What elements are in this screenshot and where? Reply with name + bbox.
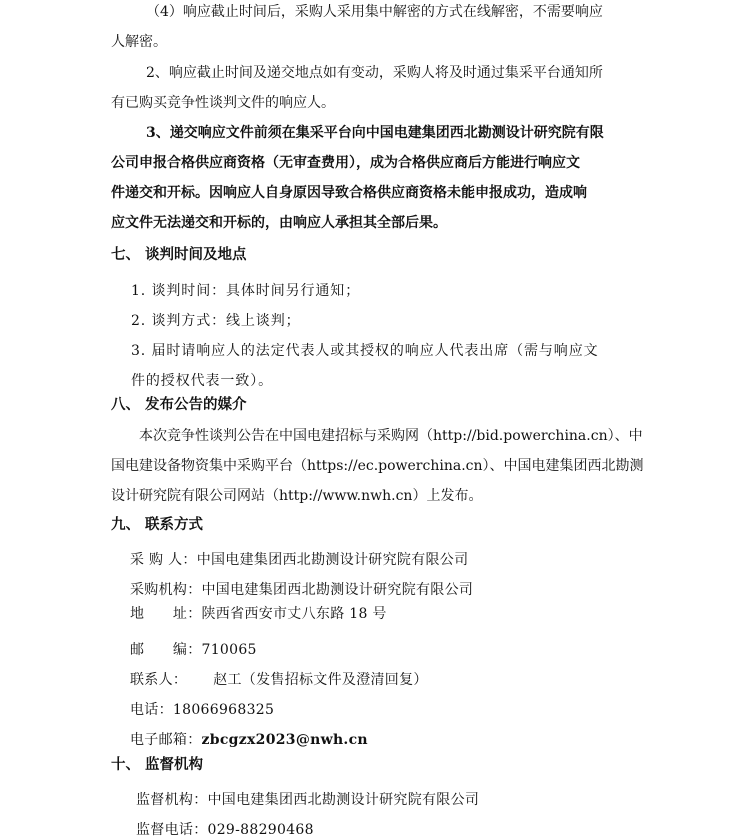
paragraph-line: 国电建设备物资集中采购平台（https://ec.powerchina.cn）、中国电建集团西北勘测 [111,458,644,474]
contact-email-label: 电子邮箱： [130,732,202,748]
paragraph-line-bold: 3、递交响应文件前须在集采平台向中国电建集团西北勘测设计研究院有限 [146,125,604,141]
contact-phone-row [130,701,274,719]
contact-agency-value: 中国电建集团西北勘测设计研究院有限公司 [201,582,474,598]
section-heading-10: 十、 监督机构 [111,756,204,773]
list-item: 1. 谈判时间：具体时间另行通知； [131,283,361,299]
paragraph-line: 本次竞争性谈判公告在中国电建招标与采购网（http://bid.powerchina.cn）、中 [139,428,643,444]
contact-person-value: 赵工（发售招标文件及澄清回复） [213,672,428,688]
contact-phone-label: 电话： [130,702,173,718]
list-item-continuation: 件的授权代表一致）。 [131,373,273,389]
paragraph-line: 人解密。 [111,34,167,50]
contact-person-label: 联系人： [130,672,188,688]
supervision-org-label: 监督机构： [136,792,208,808]
contact-email-value: zbcgzx2023@nwh.cn [201,732,368,748]
list-item: 3. 届时请响应人的法定代表人或其授权的响应人代表出席（需与响应文 [131,343,599,359]
section-heading-8: 八、 发布公告的媒介 [111,396,247,413]
contact-phone-value: 18066968325 [172,702,275,718]
section-heading-7: 七、 谈判时间及地点 [111,246,247,263]
contact-postcode-row [130,641,257,659]
supervision-org-value: 中国电建集团西北勘测设计研究院有限公司 [207,792,480,808]
contact-agency-label: 采购机构： [130,582,202,598]
contact-buyer-value: 中国电建集团西北勘测设计研究院有限公司 [196,552,469,568]
contact-postcode-value: 710065 [201,642,257,658]
contact-email-row [130,731,368,749]
supervision-phone-label: 监督电话： [136,822,208,838]
contact-person-row [130,671,428,689]
paragraph-line: 有已购买竞争性谈判文件的响应人。 [111,95,335,111]
contact-postcode-label: 邮 编： [130,642,202,658]
paragraph-line: 2、响应截止时间及递交地点如有变动，采购人将及时通过集采平台通知所 [146,65,603,81]
paragraph-line-bold: 应文件无法递交和开标的，由响应人承担其全部后果。 [111,215,447,231]
paragraph-line-bold: 件递交和开标。因响应人自身原因导致合格供应商资格未能申报成功，造成响 [111,185,587,201]
contact-address-value: 陕西省西安市丈八东路 18 号 [201,606,387,622]
list-item: 2. 谈判方式：线上谈判； [131,313,301,329]
contact-address-label: 地 址： [130,606,202,622]
contact-buyer-label: 采 购 人： [130,552,197,568]
paragraph-line: （4）响应截止时间后，采购人采用集中解密的方式在线解密，不需要响应 [146,4,603,20]
supervision-org-row [136,791,479,809]
section-heading-9: 九、 联系方式 [111,516,204,533]
contact-agency-row [130,581,473,599]
paragraph-line-bold: 公司申报合格供应商资格（无审查费用），成为合格供应商后方能进行响应文 [111,155,580,171]
supervision-phone-row [136,821,314,839]
contact-address-row [130,605,387,623]
paragraph-line: 设计研究院有限公司网站（http://www.nwh.cn）上发布。 [111,488,483,504]
contact-buyer-row [130,551,468,569]
supervision-phone-value: 029-88290468 [207,822,314,838]
